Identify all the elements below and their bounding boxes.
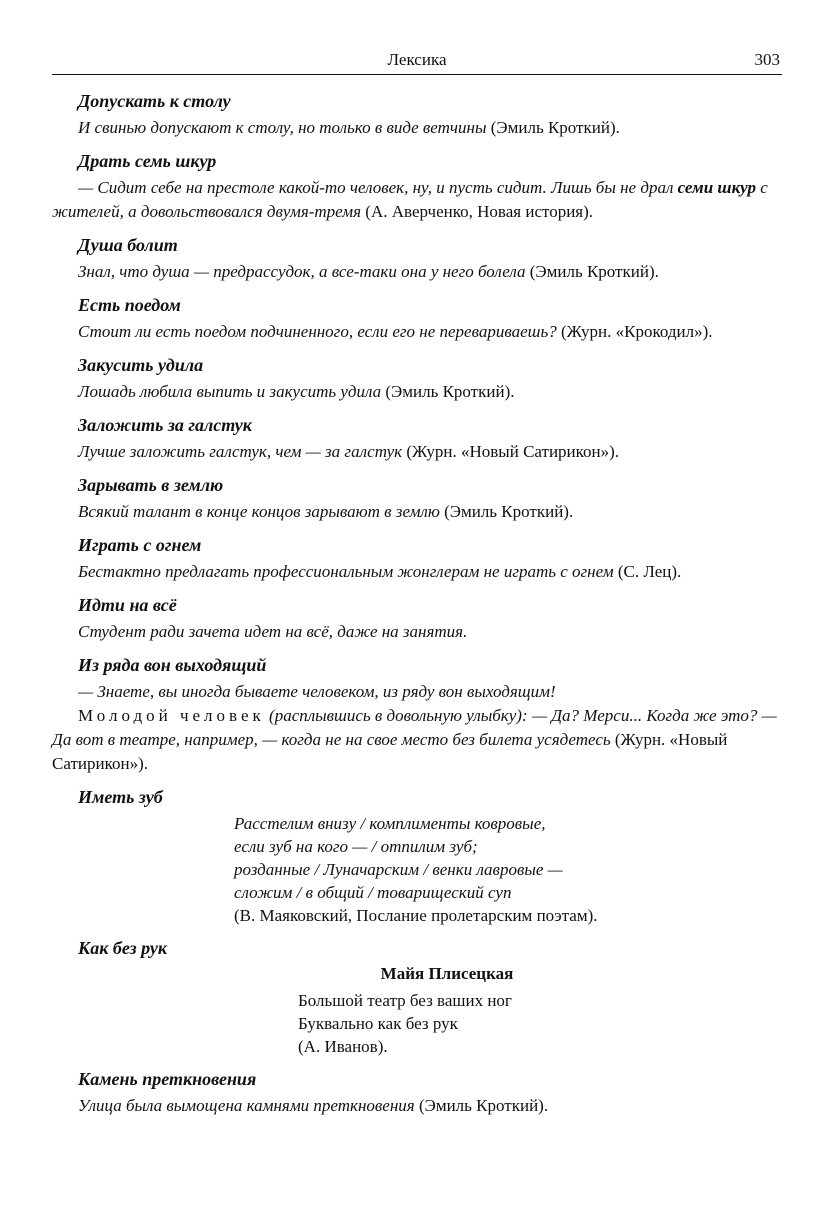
entry-term: Есть поедом <box>78 295 181 315</box>
entry <box>52 786 782 927</box>
entry-term: Заложить за галстук <box>78 415 252 435</box>
poem-line: Расстелим внизу / комплименты ковровые, <box>234 814 546 833</box>
page-content <box>52 90 782 1128</box>
poem-line: розданные / Луначарским / венки лавровые — <box>234 860 563 879</box>
entry <box>52 1068 782 1118</box>
poem-line: Большой театр без ваших ног <box>298 991 512 1010</box>
entry-term: Допускать к столу <box>78 91 231 111</box>
entry <box>52 294 782 344</box>
entry-quote: Бестактно предлагать профессиональным жонглерам не играть с огнем (С. Лец). <box>78 562 682 581</box>
poem-source: (В. Маяковский, Послание пролетарским поэтам). <box>234 906 598 925</box>
entry-quote: Лучше заложить галстук, чем — за галстук (Журн. «Новый Сатирикон»). <box>78 442 620 461</box>
entry <box>52 937 782 1058</box>
entry <box>52 534 782 584</box>
entry-term: Играть с огнем <box>78 535 202 555</box>
poem <box>298 989 782 1058</box>
poem-title: Майя Плисецкая <box>380 964 514 983</box>
entry <box>52 654 782 776</box>
entry-quote: Студент ради зачета идет на всё, даже на занятия. <box>78 622 468 641</box>
entry <box>52 150 782 224</box>
entry-quote: — Знаете, вы иногда бываете человеком, из ряду вон выходящим! <box>78 682 556 701</box>
entry-quote: Всякий талант в конце концов зарывают в землю (Эмиль Кроткий). <box>78 502 574 521</box>
entry-term: Зарывать в землю <box>78 475 224 495</box>
entry-term: Как без рук <box>78 938 167 958</box>
running-header <box>52 48 782 75</box>
entry-term: Закусить удила <box>78 355 204 375</box>
entry-term: Иметь зуб <box>78 787 163 807</box>
poem <box>234 812 782 927</box>
entry-term: Душа болит <box>78 235 178 255</box>
entry <box>52 90 782 140</box>
entry-dialogue: Молодой человек (расплывшись в довольную улыбку): — Да? Мерси... Когда же это? — Да вот в театре, например, — когда не на свое место без билета усядетесь (Журн. «Новый Сатирикон»). <box>52 706 777 773</box>
page-number: 303 <box>754 50 780 69</box>
entry-quote: Стоит ли есть поедом подчиненного, если его не перевариваешь? (Журн. «Крокодил»). <box>78 322 713 341</box>
entry-quote: Лошадь любила выпить и закусить удила (Эмиль Кроткий). <box>78 382 515 401</box>
entry-term: Камень преткновения <box>78 1069 257 1089</box>
entry-term: Из ряда вон выходящий <box>78 655 267 675</box>
entry <box>52 414 782 464</box>
poem-line: Буквально как без рук <box>298 1014 458 1033</box>
entry-quote: — Сидит себе на престоле какой-то человек, ну, и пусть сидит. Лишь бы не драл семи шкур с жителей, а довольствовался двумя-тремя (А. Аверченко, Новая история). <box>52 178 768 221</box>
poem-line: если зуб на кого — / отпилим зуб; <box>234 837 478 856</box>
poem-source: (А. Иванов). <box>298 1037 388 1056</box>
entry-quote: И свинью допускают к столу, но только в виде ветчины (Эмиль Кроткий). <box>78 118 620 137</box>
entry <box>52 354 782 404</box>
entry <box>52 474 782 524</box>
entry-term: Идти на всё <box>78 595 177 615</box>
poem-line: сложим / в общий / товарищеский суп <box>234 883 512 902</box>
entry <box>52 594 782 644</box>
entry-quote: Знал, что душа — предрассудок, а все-таки она у него болела (Эмиль Кроткий). <box>78 262 659 281</box>
running-title: Лексика <box>387 50 447 69</box>
entry <box>52 234 782 284</box>
entry-quote: Улица была вымощена камнями преткновения (Эмиль Кроткий). <box>78 1096 549 1115</box>
entry-term: Драть семь шкур <box>78 151 217 171</box>
